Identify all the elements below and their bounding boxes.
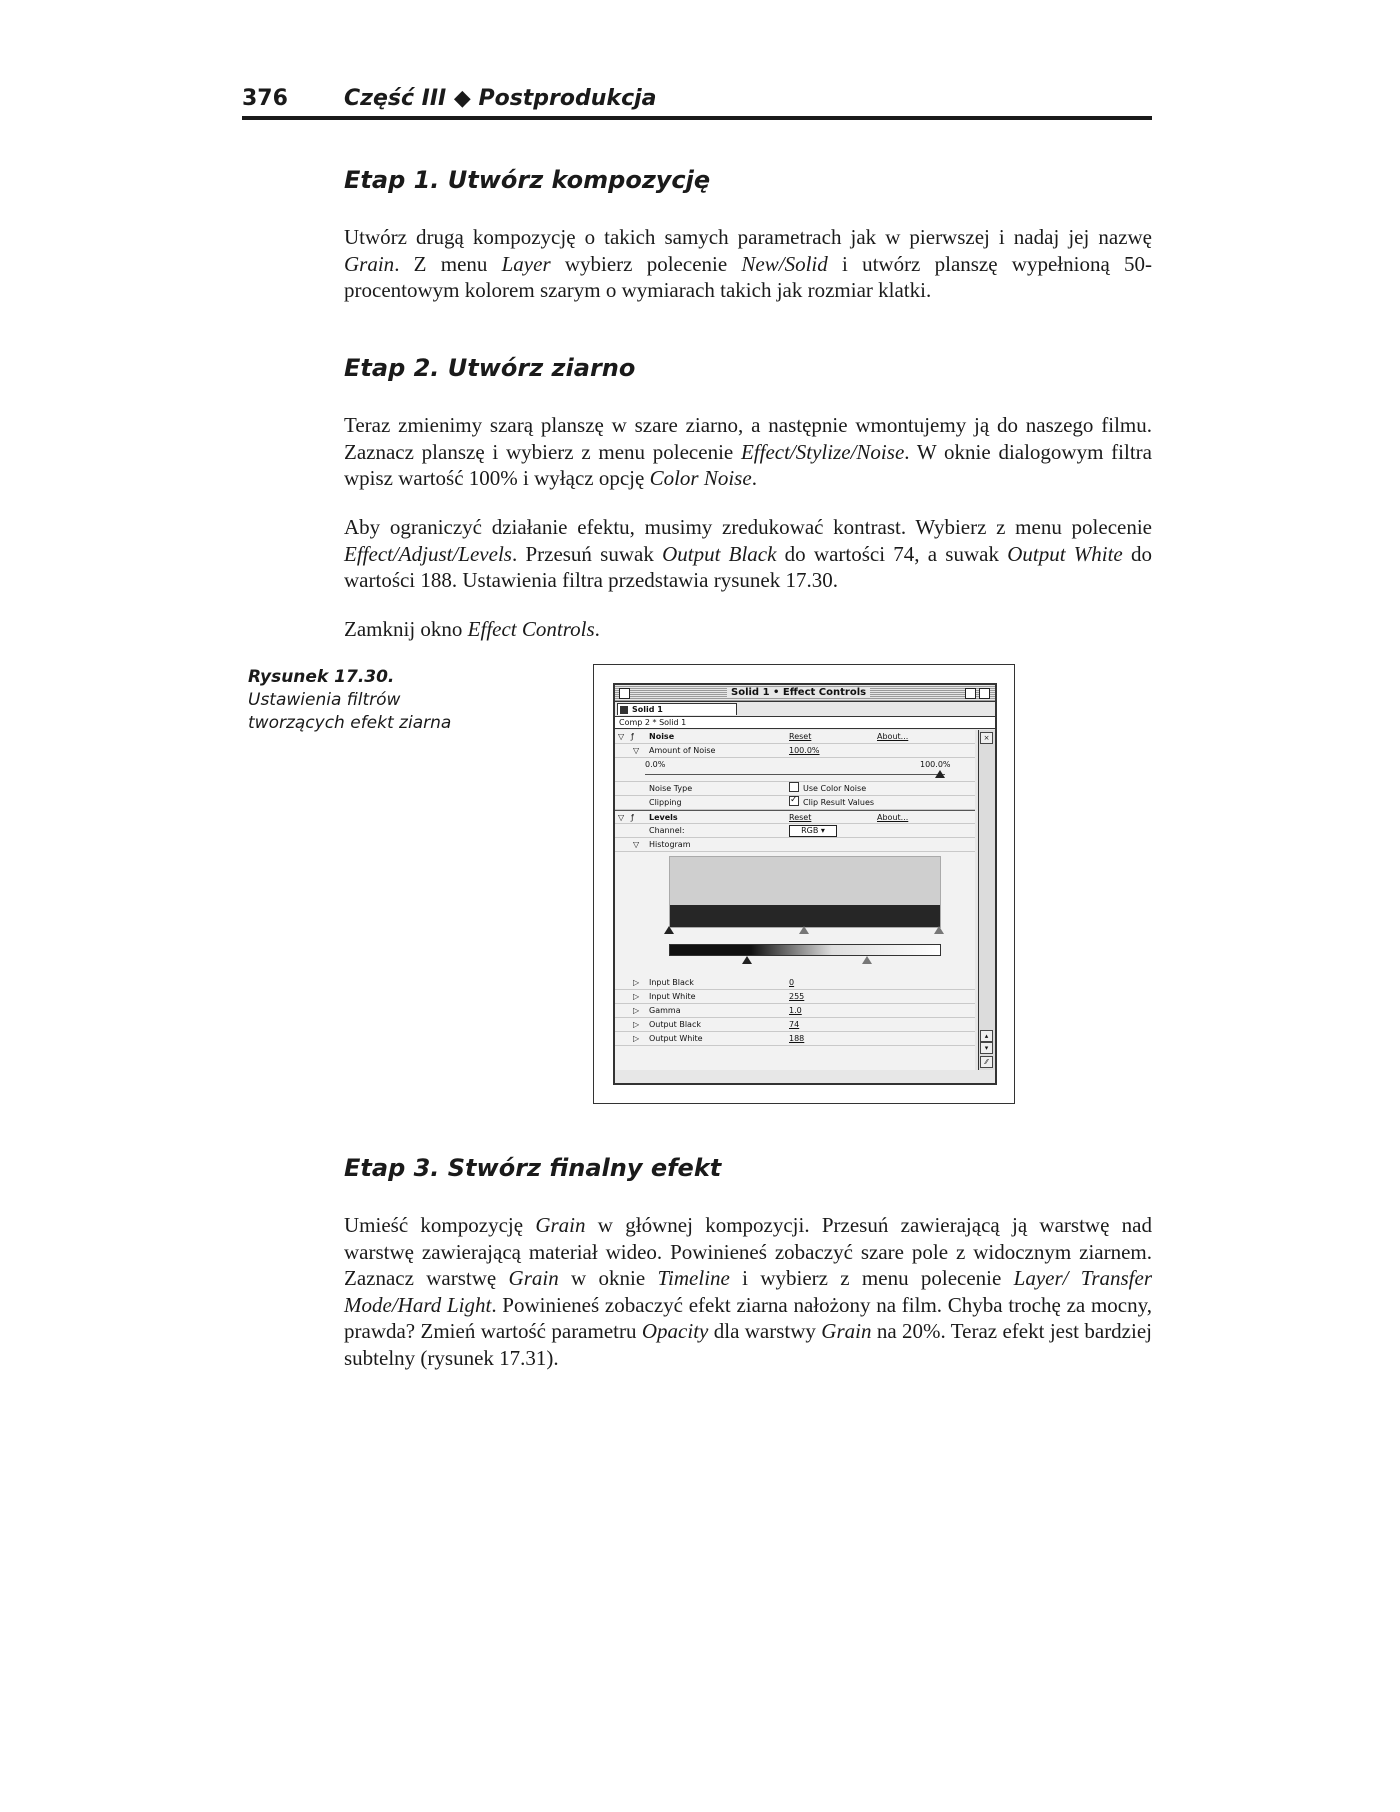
param-label: Gamma xyxy=(649,1006,681,1015)
slider-max-label: 100.0% xyxy=(920,760,951,769)
close-box-icon[interactable] xyxy=(619,688,630,699)
figure-caption xyxy=(248,666,478,735)
levels-reset-link[interactable]: Reset xyxy=(789,813,812,822)
step2-paragraph-3 xyxy=(344,616,1152,643)
channel-label: Channel: xyxy=(649,826,685,835)
running-title: Część III ◆ Postprodukcja xyxy=(344,86,657,111)
window-titlebar[interactable] xyxy=(615,685,995,702)
scrollbar[interactable] xyxy=(978,730,995,1070)
channel-select[interactable] xyxy=(789,825,837,837)
effect-enable-icon[interactable]: ƒ xyxy=(631,732,634,741)
param-label: Input Black xyxy=(649,978,694,987)
close-icon[interactable]: × xyxy=(980,732,993,744)
effect-name-levels: Levels xyxy=(649,813,678,822)
noise-reset-link[interactable]: Reset xyxy=(789,732,812,741)
amount-label: Amount of Noise xyxy=(649,746,716,755)
twirl-right-icon[interactable]: ▷ xyxy=(633,978,640,987)
italic-term: Output White xyxy=(1007,541,1123,566)
text-run: Utwórz drugą kompozycję o takich samych parametrach jak w pierwszej i nadaj jej nazwę xyxy=(344,225,1152,249)
twirl-right-icon[interactable]: ▷ xyxy=(633,992,640,1001)
text-run: na 20%. Teraz efekt jest bardziej subtelny (rysunek 17.31). xyxy=(344,1319,1152,1370)
tab-solid-1[interactable] xyxy=(617,703,737,715)
output-gradient-bar xyxy=(669,944,941,956)
param-row[interactable] xyxy=(615,1018,975,1032)
param-row[interactable] xyxy=(615,990,975,1004)
param-value[interactable]: 0 xyxy=(789,978,795,987)
effect-controls-window xyxy=(613,683,997,1085)
step1-paragraph xyxy=(344,224,1152,304)
twirl-right-icon[interactable]: ▷ xyxy=(633,1006,640,1015)
italic-term: Grain xyxy=(821,1319,872,1343)
italic-term: Effect Controls xyxy=(467,617,595,641)
step2-paragraph-1 xyxy=(344,412,1152,492)
italic-term: Color Noise xyxy=(649,466,752,490)
amount-slider-track[interactable] xyxy=(645,774,945,775)
italic-term: Output Black xyxy=(662,541,777,566)
param-label: Input White xyxy=(649,992,696,1001)
effect-name-noise: Noise xyxy=(649,732,675,741)
page-number: 376 xyxy=(242,86,288,111)
param-row-channel xyxy=(615,824,975,838)
italic-term: Effect/Adjust/Levels xyxy=(344,541,512,566)
text-run: do wartości 74, a suwak xyxy=(776,541,1008,566)
resize-grip-icon[interactable]: ⁄⁄ xyxy=(980,1056,993,1068)
param-row-histogram xyxy=(615,838,975,852)
param-label: Output White xyxy=(649,1034,703,1043)
scroll-up-icon[interactable]: ▴ xyxy=(980,1030,993,1042)
text-run: Aby ograniczyć działanie efektu, musimy zredukować kontrast. Wybierz z menu polecenie xyxy=(344,515,1152,539)
collapse-box-icon[interactable] xyxy=(979,688,990,699)
text-run: . xyxy=(751,466,757,490)
output-black-slider[interactable] xyxy=(742,956,752,964)
amount-value[interactable]: 100.0% xyxy=(789,746,820,755)
italic-term: New/Solid xyxy=(741,251,828,276)
param-row[interactable] xyxy=(615,976,975,990)
text-run: w oknie xyxy=(558,1266,658,1290)
text-run: dla warstwy xyxy=(708,1319,822,1343)
clipping-label: Clipping xyxy=(649,798,682,807)
italic-term: Timeline xyxy=(657,1266,730,1290)
italic-term: Grain xyxy=(535,1213,586,1237)
gamma-slider[interactable] xyxy=(799,926,809,934)
italic-term: Layer xyxy=(501,251,551,276)
italic-term: Opacity xyxy=(641,1319,709,1343)
param-value[interactable]: 74 xyxy=(789,1020,800,1029)
twirl-right-icon[interactable]: ▷ xyxy=(633,1034,640,1043)
text-run: . xyxy=(594,617,600,641)
slider-min-label: 0.0% xyxy=(645,760,666,769)
param-value[interactable]: 188 xyxy=(789,1034,805,1043)
text-run: do wartości 188. Ustawienia filtra przedstawia rysunek 17.30. xyxy=(344,541,1152,592)
text-run: i utwórz planszę wypełnioną 50-procentowym kolorem szarym o wymiarach takich jak rozmiar klatki. xyxy=(344,251,1153,302)
param-row[interactable] xyxy=(615,1004,975,1018)
zoom-box-icon[interactable] xyxy=(965,688,976,699)
step2-heading: Etap 2. Utwórz ziarno xyxy=(344,354,636,382)
text-run: Teraz zmienimy szarą planszę w szare ziarno, a następnie wmontujemy ją do naszego filmu. Zaznacz planszę i wybierz z menu polecenie xyxy=(344,413,1152,464)
figure-caption-text: Ustawienia filtrów tworzących efekt ziarna xyxy=(248,690,452,733)
figure-number: Rysunek 17.30. xyxy=(248,667,395,687)
histogram xyxy=(669,856,941,928)
italic-term: Grain xyxy=(344,251,395,276)
step1-heading: Etap 1. Utwórz kompozycję xyxy=(344,166,711,194)
effect-row-noise[interactable] xyxy=(615,730,975,744)
text-run: . Powinieneś zobaczyć efekt ziarna nałożony na film. Chyba trochę za mocny, prawda? Zmień wartość parametru xyxy=(344,1292,1152,1343)
text-run: . W oknie dialogowym filtra wpisz wartość 100% i wyłącz opcję xyxy=(344,439,1152,490)
text-run: . Przesuń suwak xyxy=(511,541,663,566)
text-run: . Z menu xyxy=(394,251,502,276)
param-value[interactable]: 255 xyxy=(789,992,805,1001)
histogram-bars xyxy=(670,905,940,927)
clipping-option[interactable] xyxy=(789,796,874,810)
layer-icon xyxy=(620,706,628,714)
channel-select-value: RGB xyxy=(801,826,819,835)
noise-type-label: Noise Type xyxy=(649,784,693,793)
twirl-down-icon[interactable]: ▽ xyxy=(633,746,640,755)
param-row[interactable] xyxy=(615,1032,975,1046)
window-title: Solid 1 • Effect Controls xyxy=(727,687,870,698)
italic-term: Grain xyxy=(508,1266,559,1290)
effects-list xyxy=(615,730,975,1070)
noise-type-option[interactable] xyxy=(789,782,866,796)
checkbox-icon[interactable] xyxy=(789,782,799,792)
italic-term: Layer/ Transfer Mode/Hard Light xyxy=(344,1266,1152,1317)
noise-type-option-label: Use Color Noise xyxy=(803,784,867,793)
effect-enable-icon[interactable]: ƒ xyxy=(631,813,634,822)
tab-row xyxy=(615,702,995,717)
text-run: i wybierz z menu polecenie xyxy=(729,1266,1014,1290)
text-run: wybierz polecenie xyxy=(550,251,742,276)
amount-slider-row xyxy=(615,758,975,782)
param-row-amount[interactable] xyxy=(615,744,975,758)
param-label: Output Black xyxy=(649,1020,701,1029)
effect-row-levels[interactable] xyxy=(615,810,975,824)
text-run: w głównej kompozycji. Przesuń zawierającą ją warstwę nad warstwę zawierającą materiał wideo. Powinieneś zobaczyć szare pole z widocznym ziarnem. Zaznacz warstwę xyxy=(344,1213,1152,1290)
step2-paragraph-2 xyxy=(344,514,1152,594)
param-row-clipping xyxy=(615,796,975,810)
input-black-slider[interactable] xyxy=(664,926,674,934)
amount-slider-thumb[interactable] xyxy=(935,770,945,778)
text-run: Zamknij okno xyxy=(344,617,468,641)
running-header xyxy=(242,86,1152,120)
chevron-down-icon: ▾ xyxy=(820,826,825,835)
step3-paragraph xyxy=(344,1212,1152,1371)
clipping-option-label: Clip Result Values xyxy=(803,798,875,807)
histogram-label: Histogram xyxy=(649,840,691,849)
twirl-right-icon[interactable]: ▷ xyxy=(633,1020,640,1029)
output-white-slider[interactable] xyxy=(862,956,872,964)
text-run: Umieść kompozycję xyxy=(344,1213,536,1237)
comp-path: Comp 2 * Solid 1 xyxy=(615,717,995,729)
figure-screenshot xyxy=(593,664,1015,1104)
twirl-down-icon[interactable]: ▽ xyxy=(633,840,640,849)
twirl-down-icon[interactable]: ▽ xyxy=(618,813,625,822)
param-value[interactable]: 1.0 xyxy=(789,1006,802,1015)
checkbox-checked-icon[interactable] xyxy=(789,796,799,806)
noise-about-link[interactable]: About... xyxy=(877,732,909,741)
input-white-slider[interactable] xyxy=(934,926,944,934)
step3-heading: Etap 3. Stwórz finalny efekt xyxy=(344,1154,722,1182)
italic-term: Effect/Stylize/Noise xyxy=(740,439,905,464)
levels-about-link[interactable]: About... xyxy=(877,813,909,822)
twirl-down-icon[interactable]: ▽ xyxy=(618,732,625,741)
scroll-down-icon[interactable]: ▾ xyxy=(980,1042,993,1054)
tab-label: Solid 1 xyxy=(632,705,663,714)
